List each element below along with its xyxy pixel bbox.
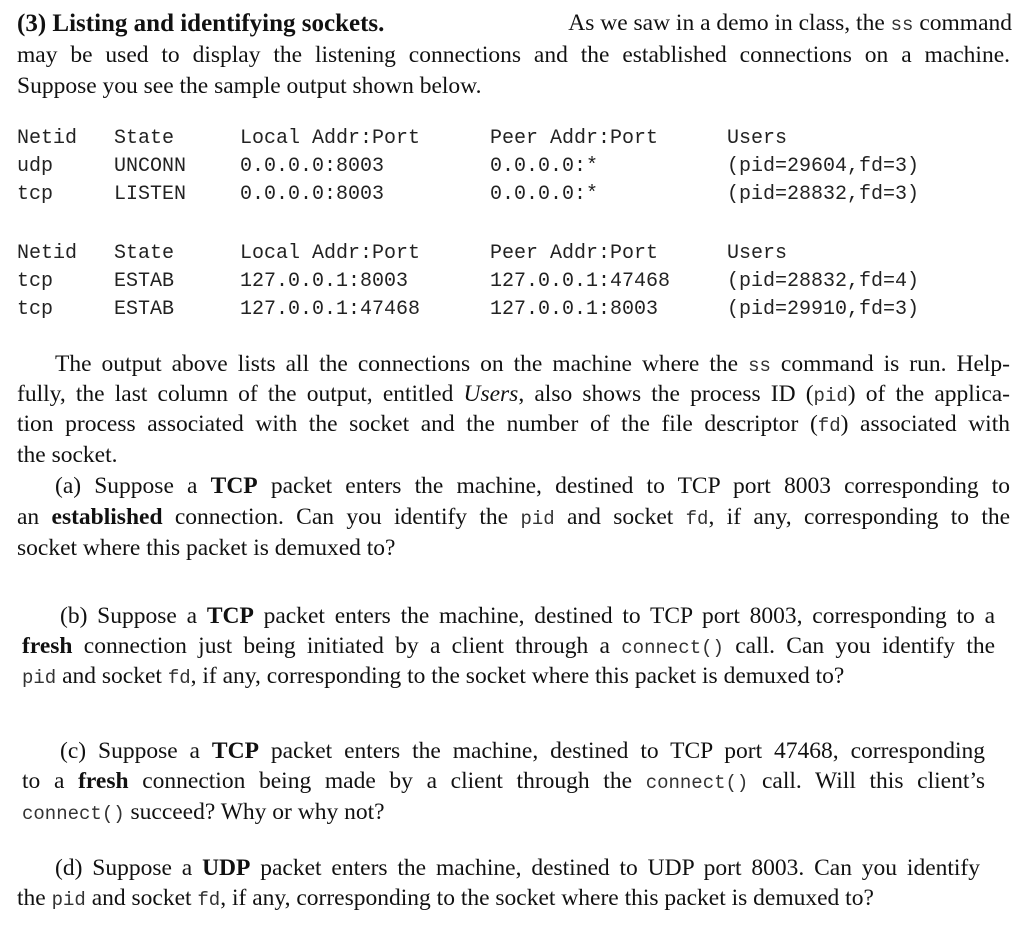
explanation-line-3 (17, 411, 1010, 438)
question-a-line-2 (17, 504, 1010, 531)
fd-code: fd (685, 508, 709, 530)
netid-cell: tcp (17, 298, 54, 321)
text: packet enters the machine, destined to TCP port 8003 corresponding to (270, 473, 1011, 499)
tcp-bold: TCP (206, 603, 254, 629)
fresh-bold: fresh (78, 768, 129, 794)
text: the (17, 885, 46, 911)
column-header: Peer Addr:Port (490, 242, 659, 265)
text: connection just being initiated by a client through a (83, 633, 610, 659)
explanation-line-2 (17, 381, 1010, 408)
column-header: Users (727, 242, 788, 265)
column-header: Netid (17, 127, 78, 150)
text: and socket (91, 885, 192, 911)
fd-code: fd (817, 415, 841, 437)
question-d-line-1 (55, 855, 980, 882)
pid-code: pid (813, 385, 848, 407)
pid-code: pid (22, 667, 57, 689)
question-b-line-3 (22, 663, 844, 690)
column-header: Local Addr:Port (240, 242, 421, 265)
intro-line-3: Suppose you see the sample output shown below. (17, 73, 482, 99)
text: command is run. Help- (780, 351, 1011, 377)
pid-code: pid (520, 508, 555, 530)
explanation-line-4: the socket. (17, 442, 118, 468)
text: , if any, corresponding to the socket where this packet is demuxed to? (190, 663, 845, 689)
udp-bold: UDP (202, 855, 251, 881)
text: connection being made by a client through the (142, 768, 633, 794)
connect-code: connect() (22, 803, 125, 825)
intro-text: As we saw in a demo in class, the (568, 10, 885, 36)
users-cell: (pid=28832,fd=4) (727, 270, 920, 293)
state-cell: ESTAB (114, 270, 175, 293)
text: , also shows the process ID ( (518, 381, 814, 407)
text: packet enters the machine, destined to UDP port 8003. Can you identify (260, 855, 981, 881)
ss-command: ss (890, 14, 914, 36)
section-title: (3) Listing and identifying sockets. (17, 10, 385, 37)
tcp-bold: TCP (211, 738, 259, 764)
users-cell: (pid=29604,fd=3) (727, 155, 920, 178)
text: and socket (567, 504, 674, 530)
text: (a) Suppose a (55, 473, 198, 499)
state-cell: LISTEN (114, 183, 187, 206)
question-d-line-2 (17, 885, 874, 912)
pid-code: pid (51, 889, 86, 911)
text: call. Can you identify the (735, 633, 996, 659)
text: connection. Can you identify the (174, 504, 509, 530)
netid-cell: tcp (17, 270, 54, 293)
users-cell: (pid=29910,fd=3) (727, 298, 920, 321)
question-a-line-3: socket where this packet is demuxed to? (17, 535, 396, 561)
state-cell: ESTAB (114, 298, 175, 321)
peer-addr-cell: 127.0.0.1:47468 (490, 270, 671, 293)
intro-line-2: may be used to display the listening connections and the established connections on a machine. (17, 42, 1010, 68)
question-c-line-1 (60, 738, 985, 765)
users-cell: (pid=28832,fd=3) (727, 183, 920, 206)
peer-addr-cell: 0.0.0.0:* (490, 183, 599, 206)
column-header: State (114, 127, 175, 150)
explanation-line-1 (55, 351, 1010, 378)
text: (c) Suppose a (60, 738, 200, 764)
text: (d) Suppose a (55, 855, 193, 881)
intro-first-line (568, 10, 1012, 37)
column-header: State (114, 242, 175, 265)
text: , if any, corresponding to the socket where this packet is demuxed to? (220, 885, 874, 911)
intro-text: command (919, 10, 1012, 36)
tcp-bold: TCP (210, 473, 258, 499)
peer-addr-cell: 127.0.0.1:8003 (490, 298, 659, 321)
text: ) of the applica- (847, 381, 1011, 407)
established-bold: established (51, 504, 163, 530)
text: and socket (62, 663, 162, 689)
fd-code: fd (167, 667, 191, 689)
ss-command: ss (748, 355, 771, 377)
question-b-line-1 (60, 603, 995, 630)
section-heading-line (17, 10, 1012, 38)
column-header: Netid (17, 242, 78, 265)
text: The output above lists all the connections on the machine where the (55, 351, 739, 377)
text: to a (22, 768, 65, 794)
text: packet enters the machine, destined to TCP port 47468, corresponding (270, 738, 986, 764)
text: call. Will this client’s (762, 768, 986, 794)
local-addr-cell: 127.0.0.1:47468 (240, 298, 421, 321)
fresh-bold: fresh (22, 633, 73, 659)
local-addr-cell: 0.0.0.0:8003 (240, 155, 385, 178)
local-addr-cell: 127.0.0.1:8003 (240, 270, 409, 293)
text: fully, the last column of the output, entitled (17, 381, 454, 407)
question-c-line-3 (22, 799, 385, 826)
state-cell: UNCONN (114, 155, 187, 178)
question-b-line-2 (22, 633, 995, 660)
text: an (17, 504, 40, 530)
fd-code: fd (197, 889, 221, 911)
text: packet enters the machine, destined to TCP port 8003, corresponding to a (263, 603, 996, 629)
text: , if any, corresponding to the (708, 504, 1011, 530)
question-a-line-1 (55, 473, 1010, 500)
peer-addr-cell: 0.0.0.0:* (490, 155, 599, 178)
column-header: Peer Addr:Port (490, 127, 659, 150)
text: ) associated with (840, 411, 1010, 437)
text: (b) Suppose a (60, 603, 198, 629)
question-c-line-2 (22, 768, 985, 795)
text: succeed? Why or why not? (130, 799, 385, 825)
connect-code: connect() (621, 637, 724, 659)
local-addr-cell: 0.0.0.0:8003 (240, 183, 385, 206)
connect-code: connect() (645, 772, 749, 794)
netid-cell: udp (17, 155, 54, 178)
users-emphasis: Users (463, 381, 519, 407)
netid-cell: tcp (17, 183, 54, 206)
column-header: Local Addr:Port (240, 127, 421, 150)
column-header: Users (727, 127, 788, 150)
text: tion process associated with the socket and the number of the file descriptor ( (17, 411, 818, 437)
